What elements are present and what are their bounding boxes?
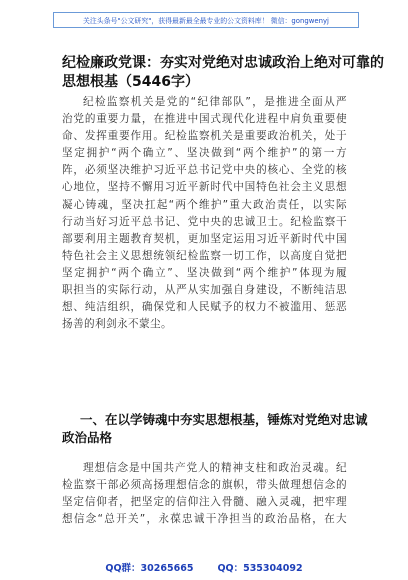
paragraph-line: 坚定拥护“两个确立”、坚决做到“两个维护”的第一方 xyxy=(62,147,347,160)
paragraph-line: 心地位，坚持不懈用习近平新时代中国特色社会主义思想 xyxy=(62,181,347,194)
intro-paragraph xyxy=(62,94,347,333)
paragraph-line: 凝心铸魂，坚决扛起“两个维护”重大政治责任，以实际 xyxy=(62,198,347,211)
paragraph-line: 坚定信仰者，把坚定的信仰注入骨髓、融入灵魂，把牢理 xyxy=(62,496,347,509)
section-heading xyxy=(62,411,368,447)
paragraph-line: 部要利用主题教育契机，更加坚定运用习近平新时代中国 xyxy=(62,232,347,245)
paragraph-line: 想信念“总开关”，永葆忠诚干净担当的政治品格，在大 xyxy=(62,513,347,526)
paragraph-line: 命、发挥重要作用。纪检监察机关是重要政治机关，处于 xyxy=(62,130,347,143)
footer-contact xyxy=(0,560,408,574)
header-banner xyxy=(53,12,359,28)
paragraph-line: 纪检监察机关是党的“纪律部队”，是推进全面从严 xyxy=(83,96,347,108)
section-heading-line: 一、在以学铸魂中夯实思想根基，锤炼对党绝对忠诚 xyxy=(80,412,368,427)
qq-group-number: QQ群：30265665 xyxy=(105,563,194,574)
section-paragraph xyxy=(62,460,347,528)
paragraph-line: 扬善的利剑永不蒙尘。 xyxy=(62,318,172,331)
document-title xyxy=(62,54,384,92)
paragraph-line: 理想信念是中国共产党人的精神支柱和政治灵魂。纪 xyxy=(83,462,347,474)
title-line: 纪检廉政党课：夯实对党绝对忠诚政治上绝对可靠的 xyxy=(62,55,384,71)
paragraph-line: 特色社会主义思想统领纪检监察一切工作，以高度自觉把 xyxy=(62,249,347,262)
paragraph-line: 坚定拥护“两个确立”、坚决做到“两个维护”体现为履 xyxy=(62,266,347,279)
paragraph-line: 阵，必须坚决维护习近平总书记党中央的核心、全党的核 xyxy=(62,164,347,177)
qq-number: QQ：535304092 xyxy=(217,563,303,574)
paragraph-line: 想、纯洁组织，确保党和人民赋予的权力不被滥用、惩恶 xyxy=(62,301,347,314)
paragraph-line: 行动当好习近平总书记、党中央的忠诚卫士。纪检监察干 xyxy=(62,215,347,228)
section-heading-line: 政治品格 xyxy=(62,430,113,445)
title-line: 思想根基（5446字） xyxy=(62,74,199,90)
paragraph-line: 检监察干部必须高扬理想信念的旗帜，带头做理想信念的 xyxy=(62,479,347,492)
paragraph-line: 职担当的实际行动，从严从实加强自身建设，不断纯洁思 xyxy=(62,284,347,297)
header-banner-text: 关注头条号"公文研究"，获得最新最全最专业的公文资料库！ 微信：gongwenyj xyxy=(83,17,329,25)
paragraph-line: 治党的重要力量，在推进中国式现代化进程中肩负重要使 xyxy=(62,113,347,126)
